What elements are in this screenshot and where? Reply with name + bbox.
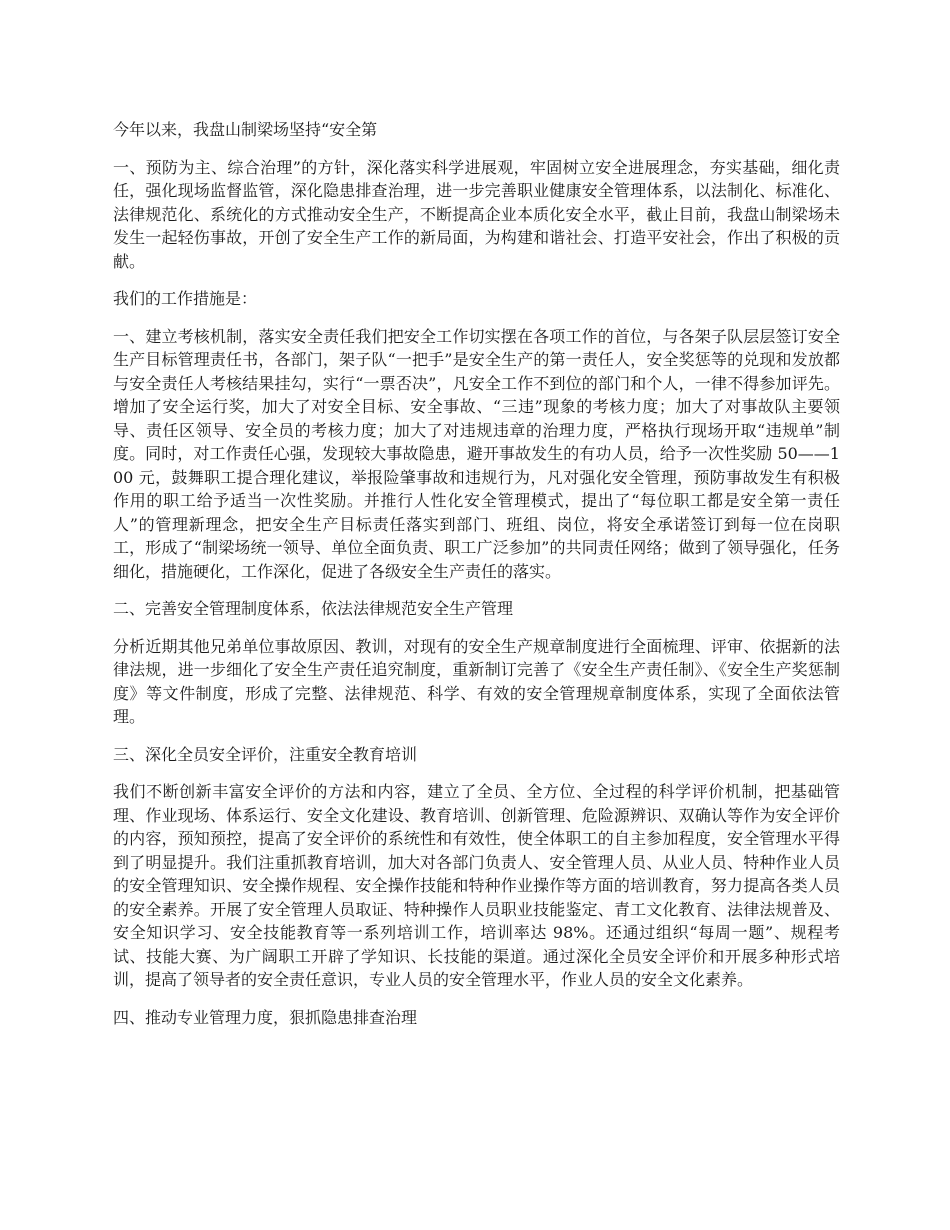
section-3-paragraph: 我们不断创新丰富安全评价的方法和内容，建立了全员、全方位、全过程的科学评价机制，把基础管理、作业现场、体系运行、安全文化建设、教育培训、创新管理、危险源辨识、双确认等作为安全评价的内容，预知预控，提高了安全评价的系统性和有效性，使全体职工的自主参加程度，安全管理水平得到了明显提升。我们注重抓教育培训，加大对各部门负责人、安全管理人员、从业人员、特种作业人员的安全管理知识、安全操作规程、安全操作技能和特种作业操作等方面的培训教育，努力提高各类人员的安全素养。开展了安全管理人员取证、特种操作人员职业技能鉴定、青工文化教育、法律法规普及、安全知识学习、安全技能教育等一系列培训工作，培训率达 98%。还通过组织“每周一题”、规程考试、技能大赛、为广阔职工开辟了学知识、长技能的渠道。通过深化全员安全评价和开展多种形式培训，提高了领导者的安全责任意识，专业人员的安全管理水平，作业人员的安全文化素养。 xyxy=(113,782,840,989)
measures-heading: 我们的工作措施是： xyxy=(113,289,258,308)
intro-line: 今年以来，我盘山制梁场坚持“安全第 xyxy=(113,120,378,139)
section-2-heading: 二、完善安全管理制度体系，依法法律规范安全生产管理 xyxy=(113,599,514,618)
section-2-paragraph: 分析近期其他兄弟单位事故原因、教训，对现有的安全生产规章制度进行全面梳理、评审、依据新的法律法规，进一步细化了安全生产责任追究制度，重新制订完善了《安全生产责任制》、《安全生产奖惩制度》等文件制度，形成了完整、法律规范、科学、有效的安全管理规章制度体系，实现了全面依法管理。 xyxy=(113,636,840,726)
section-4-heading: 四、推动专业管理力度，狠抓隐患排查治理 xyxy=(113,1007,418,1027)
document-page xyxy=(113,118,840,1043)
section-3-heading: 三、深化全员安全评价，注重安全教育培训 xyxy=(113,744,418,764)
section-1-paragraph: 一、建立考核机制，落实安全责任我们把安全工作切实摆在各项工作的首位，与各架子队层层签订安全生产目标管理责任书，各部门，架子队“一把手”是安全生产的第一责任人，安全奖惩等的兑现和发放都与安全责任人考核结果挂勾，实行“一票否决”，凡安全工作不到位的部门和个人，一律不得参加评先。增加了安全运行奖，加大了对安全目标、安全事故、“三违”现象的考核力度；加大了对事故队主要领导、责任区领导、安全员的考核力度；加大了对违规违章的治理力度，严格执行现场开取“违规单”制度。同时，对工作责任心强，发现较大事故隐患，避开事故发生的有功人员，给予一次性奖励 50——100 元，鼓舞职工提合理化建议，举报险肇事故和违规行为，凡对强化安全管理，预防事故发生有积极作用的职工给予适当一次性奖励。并推行人性化安全管理模式，提出了“每位职工都是安全第一责任人”的管理新理念，把安全生产目标责任落实到部门、班组、岗位，将安全承诺签订到每一位在岗职工，形成了“制梁场统一领导、单位全面负责、职工广泛参加”的共同责任网络；做到了领导强化，任务细化，措施硬化，工作深化，促进了各级安全生产责任的落实。 xyxy=(113,326,840,581)
intro-paragraph: 一、预防为主、综合治理”的方针，深化落实科学进展观，牢固树立安全进展理念，夯实基础，细化责任，强化现场监督监管，深化隐患排查治理，进一步完善职业健康安全管理体系，以法制化、标准化、法律规范化、系统化的方式推动安全生产，不断提高企业本质化安全水平，截止目前，我盘山制梁场未发生一起轻伤事故，开创了安全生产工作的新局面，为构建和谐社会、打造平安社会，作出了积极的贡献。 xyxy=(113,157,840,271)
